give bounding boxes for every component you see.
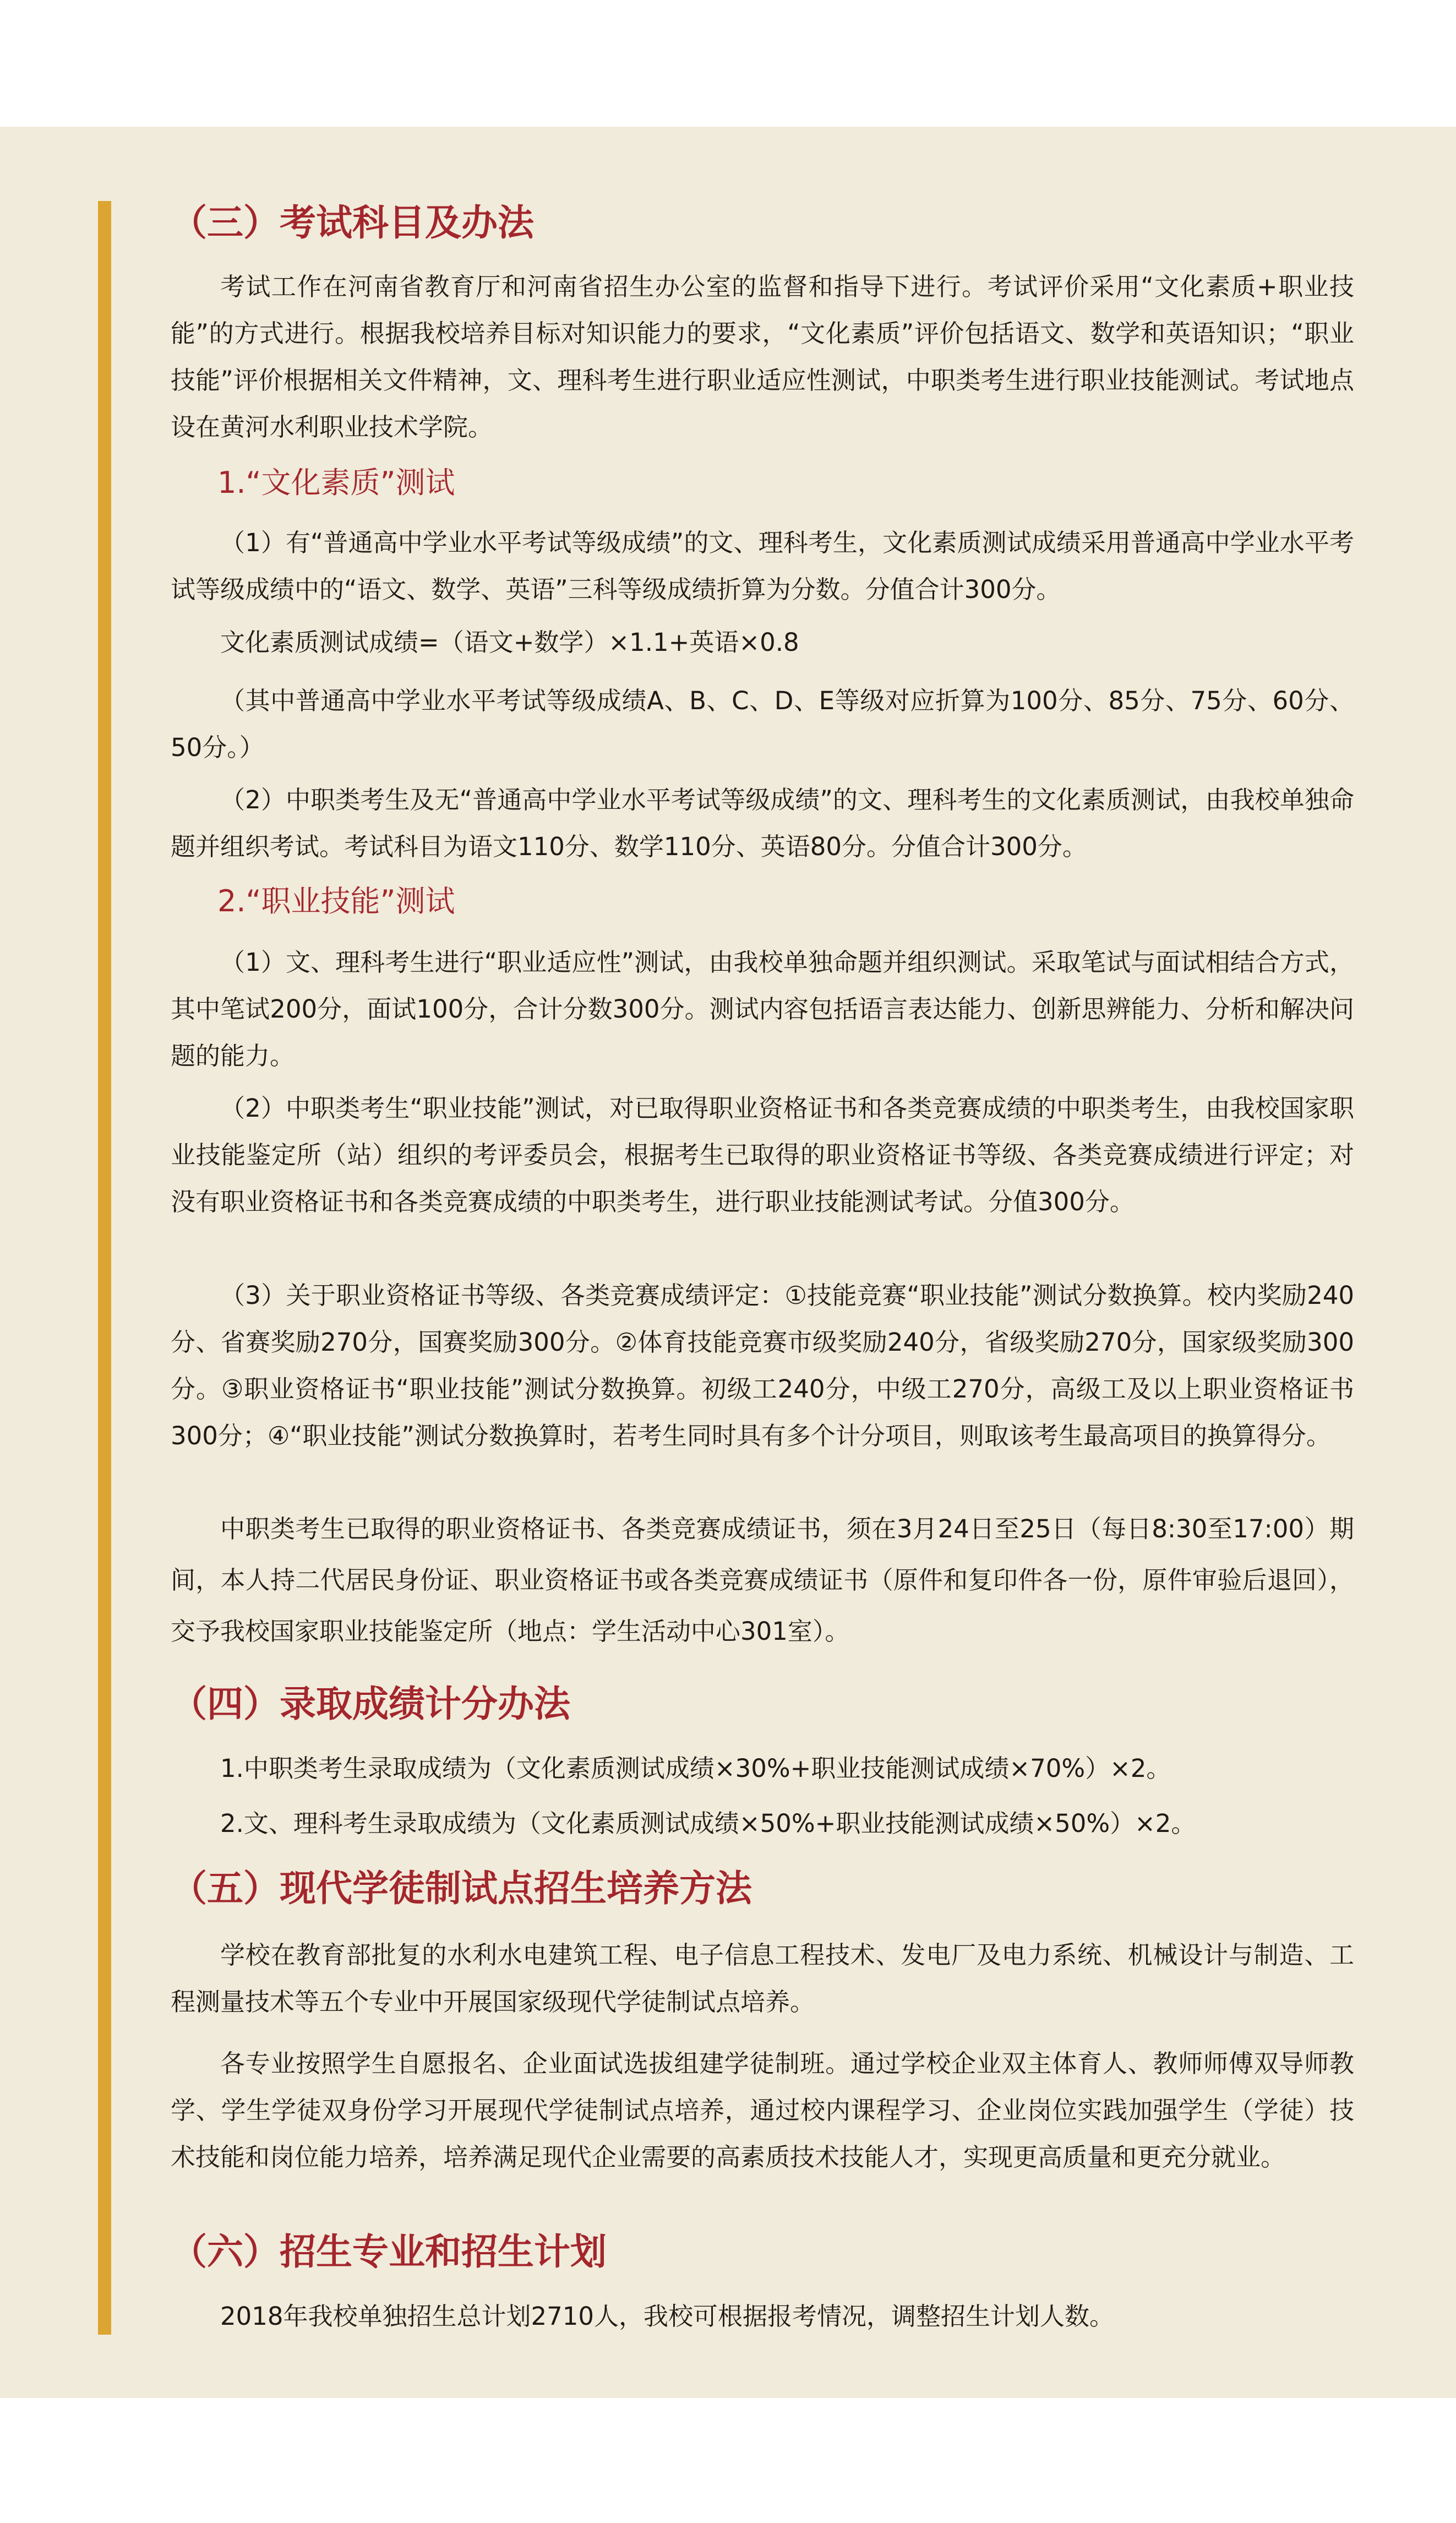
admission-score-line-1: 1.中职类考生录取成绩为（文化素质测试成绩×30%+职业技能测试成绩×70%）×2。 (220, 1754, 1171, 1783)
admission-score-line-2: 2.文、理科考生录取成绩为（文化素质测试成绩×50%+职业技能测试成绩×50%）×2。 (220, 1809, 1196, 1838)
culture-paragraph-2: （2）中职类考生及无“普通高中学业水平考试等级成绩”的文、理科考生的文化素质测试，由我校单独命题并组织考试。考试科目为语文110分、数学110分、英语80分。分值合计300分。 (171, 785, 1354, 861)
skill-paragraph-1: （1）文、理科考生进行“职业适应性”测试，由我校单独命题并组织测试。采取笔试与面试相结合方式，其中笔试200分，面试100分，合计分数300分。测试内容包括语言表达能力、创新思辨能力、分析和解决问题的能力。 (171, 948, 1354, 1070)
culture-formula: 文化素质测试成绩=（语文+数学）×1.1+英语×0.8 (220, 628, 799, 657)
skill-paragraph-4: 中职类考生已取得的职业资格证书、各类竞赛成绩证书，须在3月24日至25日（每日8:30至17:00）期间，本人持二代居民身份证、职业资格证书或各类竞赛成绩证书（原件和复印件各一份，原件审验后退回），交予我校国家职业技能鉴定所（地点：学生活动中心301室）。 (171, 1514, 1354, 1646)
section-3-intro: 考试工作在河南省教育厅和河南省招生办公室的监督和指导下进行。考试评价采用“文化素质+职业技能”的方式进行。根据我校培养目标对知识能力的要求，“文化素质”评价包括语文、数学和英语知识；“职业技能”评价根据相关文件精神，文、理科考生进行职业适应性测试，中职类考生进行职业技能测试。考试地点设在黄河水利职业技术学院。 (171, 272, 1354, 442)
culture-grade-note: （其中普通高中学业水平考试等级成绩A、B、C、D、E等级对应折算为100分、85分、75分、60分、50分。） (171, 686, 1354, 762)
section-6-heading: （六）招生专业和招生计划 (171, 2231, 607, 2273)
section-3-heading: （三）考试科目及办法 (171, 202, 534, 244)
enrollment-plan-paragraph: 2018年我校单独招生总计划2710人，我校可根据报考情况，调整招生计划人数。 (220, 2302, 1115, 2331)
section-4-heading: （四）录取成绩计分办法 (171, 1683, 570, 1725)
skill-paragraph-2: （2）中职类考生“职业技能”测试，对已取得职业资格证书和各类竞赛成绩的中职类考生，由我校国家职业技能鉴定所（站）组织的考评委员会，根据考生已取得的职业资格证书等级、各类竞赛成绩进行评定；对没有职业资格证书和各类竞赛成绩的中职类考生，进行职业技能测试考试。分值300分。 (171, 1094, 1354, 1216)
subsection-culture-heading: 1.“文化素质”测试 (217, 465, 455, 500)
section-5-heading: （五）现代学徒制试点招生培养方法 (171, 1867, 752, 1910)
apprenticeship-paragraph-2: 各专业按照学生自愿报名、企业面试选拔组建学徒制班。通过学校企业双主体育人、教师师傅双导师教学、学生学徒双身份学习开展现代学徒制试点培养，通过校内课程学习、企业岗位实践加强学生（学徒）技术技能和岗位能力培养，培养满足现代企业需要的高素质技术技能人才，实现更高质量和更充分就业。 (171, 2049, 1354, 2172)
subsection-skill-heading: 2.“职业技能”测试 (217, 884, 455, 918)
skill-paragraph-3: （3）关于职业资格证书等级、各类竞赛成绩评定：①技能竞赛“职业技能”测试分数换算。校内奖励240分、省赛奖励270分，国赛奖励300分。②体育技能竞赛市级奖励240分，省级奖励270分，国家级奖励300分。③职业资格证书“职业技能”测试分数换算。初级工240分，中级工270分，高级工及以上职业资格证书300分；④“职业技能”测试分数换算时，若考生同时具有多个计分项目，则取该考生最高项目的换算得分。 (171, 1281, 1354, 1450)
apprenticeship-paragraph-1: 学校在教育部批复的水利水电建筑工程、电子信息工程技术、发电厂及电力系统、机械设计与制造、工程测量技术等五个专业中开展国家级现代学徒制试点培养。 (171, 1940, 1354, 2016)
culture-paragraph-1: （1）有“普通高中学业水平考试等级成绩”的文、理科考生，文化素质测试成绩采用普通高中学业水平考试等级成绩中的“语文、数学、英语”三科等级成绩折算为分数。分值合计300分。 (171, 528, 1354, 604)
accent-bar (98, 201, 111, 2335)
